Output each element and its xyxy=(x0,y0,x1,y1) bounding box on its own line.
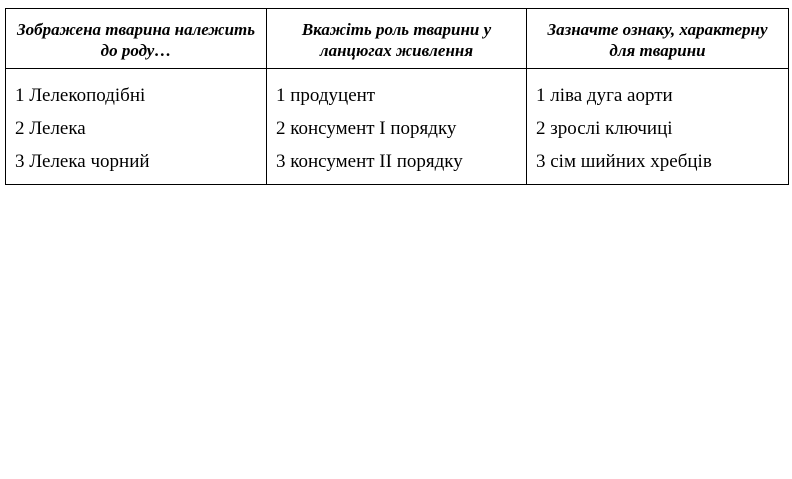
column-header-food-chain-role: Вкажіть роль тварини у ланцюгах живлення xyxy=(267,9,527,69)
answer-option: 2 Лелека xyxy=(15,118,86,139)
question-table xyxy=(5,8,789,185)
answer-option: 3 Лелека чорний xyxy=(15,151,150,172)
food-chain-role-options-cell xyxy=(267,69,527,185)
options-row xyxy=(6,69,789,185)
answer-option: 2 зрослі ключиці xyxy=(536,118,673,139)
answer-option: 1 ліва дуга аорти xyxy=(536,85,673,106)
answer-option: 1 продуцент xyxy=(276,85,376,106)
header-row xyxy=(6,9,789,69)
genus-options-cell xyxy=(6,69,267,185)
answer-option: 1 Лелекоподібні xyxy=(15,85,146,106)
answer-option: 3 консумент II порядку xyxy=(276,151,463,172)
answer-option: 2 консумент I порядку xyxy=(276,118,457,139)
feature-options-cell xyxy=(527,69,789,185)
column-header-genus: Зображена тварина належить до роду… xyxy=(6,9,267,69)
column-header-feature: Зазначте ознаку, характерну для тварини xyxy=(527,9,789,69)
answer-option: 3 сім шийних хребців xyxy=(536,151,712,172)
